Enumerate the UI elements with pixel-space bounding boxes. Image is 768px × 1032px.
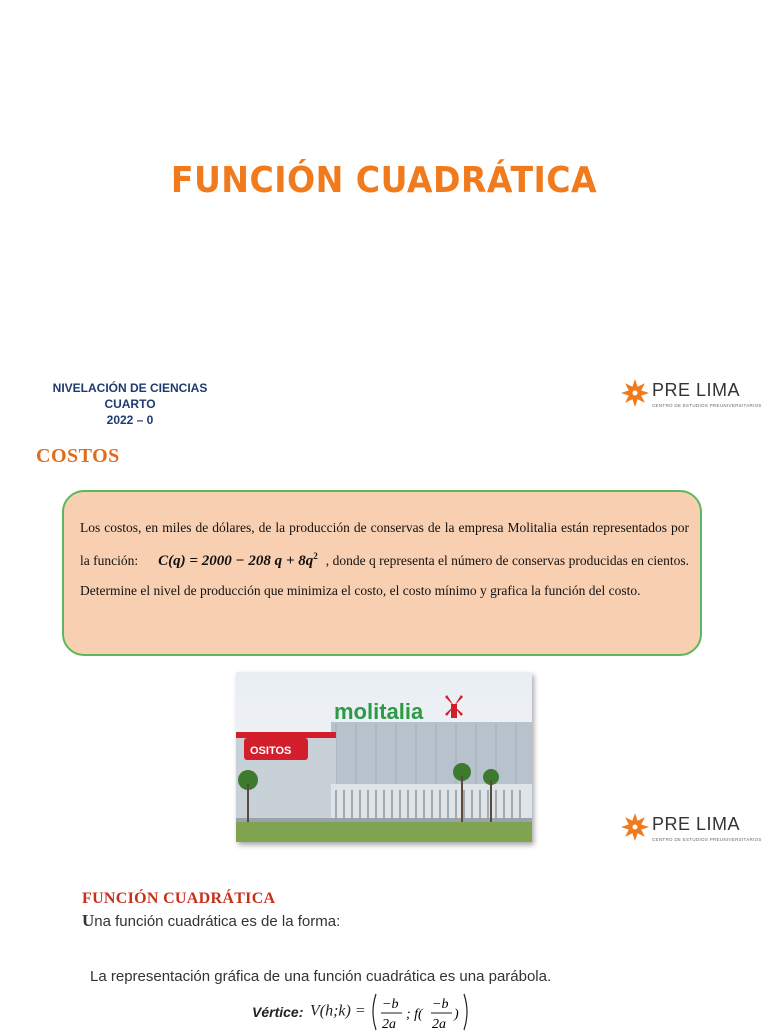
svg-text:; f(: ; f( [405, 1007, 423, 1022]
svg-text:−b: −b [431, 997, 449, 1012]
logo-subtitle: CENTRO DE ESTUDIOS PREUNIVERSITARIOS [652, 837, 762, 842]
funcion-definition: Una función cuadrática es de la forma: [82, 911, 341, 930]
vertex-label: Vértice: [252, 1004, 304, 1020]
page-title: FUNCIÓN CUADRÁTICA [170, 160, 598, 201]
star-logo-icon [620, 812, 650, 842]
svg-text:2a: 2a [381, 1017, 396, 1032]
problem-text-part1: Los costos, en miles de dólares, de la producción de conservas de la empresa Molitalia están representados por la función: [80, 520, 689, 568]
course-label [30, 380, 230, 428]
molitalia-sign: molitalia [334, 699, 424, 724]
costos-heading: COSTOS [36, 445, 120, 467]
star-logo-icon [620, 378, 650, 408]
problem-text-part2: , donde q representa el número de conservas producidas en cientos. Determine el nivel de producción que minimiza el costo, el costo mínimo y grafica la función del costo. [80, 553, 689, 598]
molitalia-factory-photo [236, 672, 532, 842]
course-year: 2022 – 0 [106, 413, 154, 427]
funcion-heading: FUNCIÓN CUADRÁTICA [82, 890, 276, 907]
cost-formula: C(q) = 2000 − 208 $q + 8q^2$ [158, 551, 318, 569]
vertex-fraction-glyphs [370, 992, 520, 1032]
svg-text:): ) [453, 1007, 459, 1022]
ositos-sign: OSITOS [250, 745, 292, 757]
course-name: NIVELACIÓN DE CIENCIAS CUARTO [52, 381, 208, 411]
svg-text:−b: −b [381, 997, 399, 1012]
parabola-text: La representación gráfica de una función cuadrática es una parábola. [90, 968, 552, 985]
logo-subtitle: CENTRO DE ESTUDIOS PREUNIVERSITARIOS [652, 403, 762, 408]
problem-text [80, 513, 689, 605]
pre-lima-logo [620, 378, 760, 414]
logo-name: PRE LIMA [652, 814, 741, 834]
svg-text:2a: 2a [431, 1017, 446, 1032]
vertex-formula: V(h;k) = −b 2a ; f( −b 2a ) [310, 992, 520, 1032]
logo-name: PRE LIMA [652, 380, 741, 400]
pre-lima-logo-2 [620, 812, 760, 848]
